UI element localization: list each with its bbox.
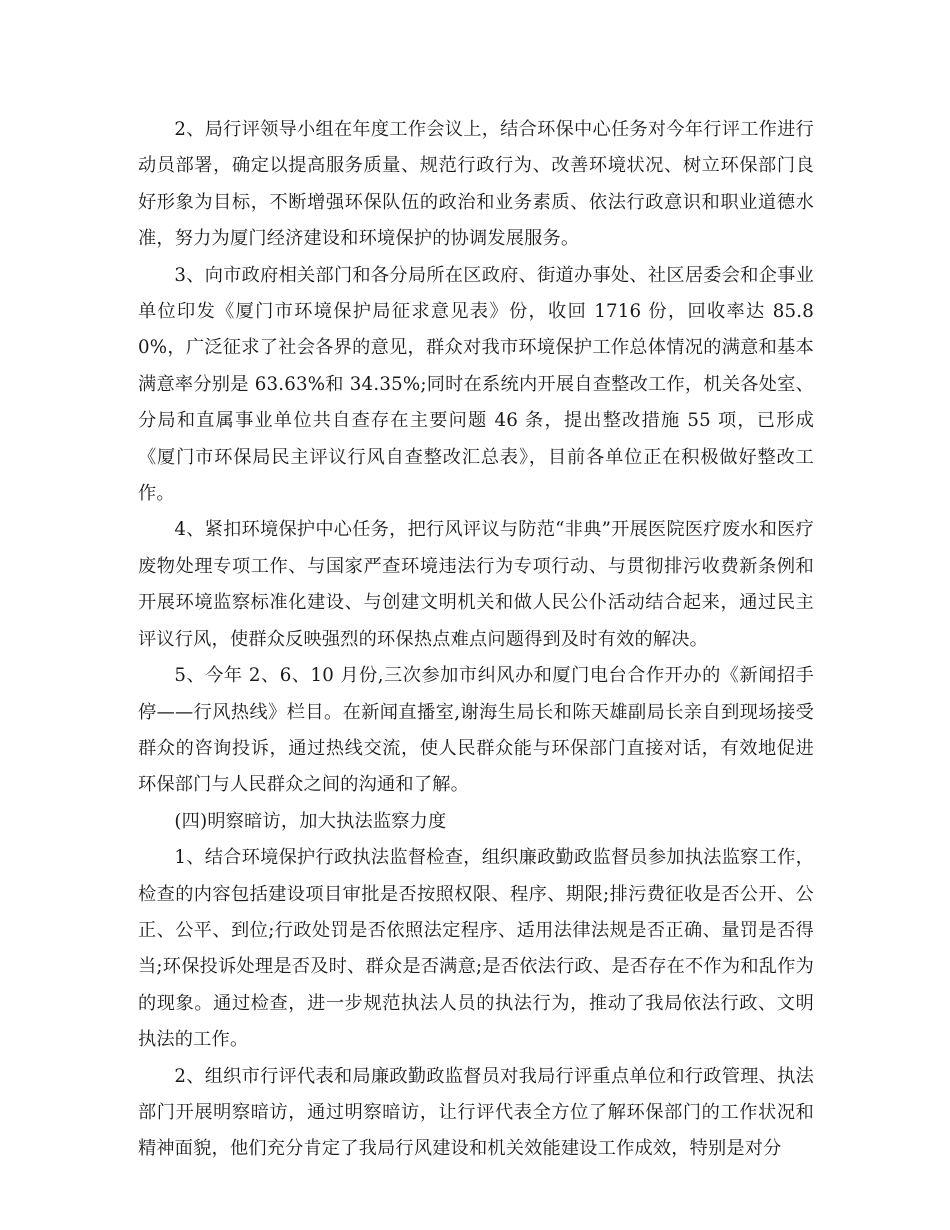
paragraph-item-5: 5、今年 2、6、10 月份,三次参加市纠风办和厦门电台合作开办的《新闻招手停——行风热线》栏目。在新闻直播室,谢海生局长和陈天雄副局长亲自到现场接受群众的咨询投诉，通过热线交流，使人民群众能与环保部门直接对话，有效地促进环保部门与人民群众之间的沟通和了解。 [138,665,814,796]
document-body [138,112,814,1168]
section-paragraph-1: 1、结合环境保护行政执法监督检查，组织廉政勤政监督员参加执法监察工作，检查的内容包括建设项目审批是否按照权限、程序、期限;排污费征收是否公开、公正、公平、到位;行政处罚是否依照法定程序、适用法律法规是否正确、量罚是否得当;环保投诉处理是否及时、群众是否满意;是否依法行政、是否存在不作为和乱作为的现象。通过检查，进一步规范执法人员的执法行为，推动了我局依法行政、文明执法的工作。 [138,847,814,1051]
section-paragraph-2: 2、组织市行评代表和局廉政勤政监督员对我局行评重点单位和行政管理、执法部门开展明察暗访，通过明察暗访，让行评代表全方位了解环保部门的工作状况和精神面貌，他们充分肯定了我局行风建设和机关效能建设工作成效，特别是对分 [138,1065,814,1160]
paragraph-item-4: 4、紧扣环境保护中心任务，把行风评议与防范“非典”开展医院医疗废水和医疗废物处理专项工作、与国家严查环境违法行为专项行动、与贯彻排污收费新条例和开展环境监察标准化建设、与创建文明机关和做人民公仆活动结合起来，通过民主评议行风，使群众反映强烈的环保热点难点问题得到及时有效的解决。 [138,519,814,650]
section-heading: (四)明察暗访，加大执法监察力度 [174,810,447,832]
paragraph-item-3: 3、向市政府相关部门和各分局所在区政府、街道办事处、社区居委会和企事业单位印发《厦门市环境保护局征求意见表》份，收回 1716 份，回收率达 85.80%，广泛征求了社会各界的意见，群众对我市环境保护工作总体情况的满意和基本满意率分别是 63.63%和 34.35%;同时在系统内开展自查整改工作，机关各处室、分局和直属事业单位共自查存在主要问题 46 条，提出整改措施 55 项，已形成《厦门市环保局民主评议行风自查整改汇总表》，目前各单位正在积极做好整改工作。 [138,264,814,505]
paragraph-item-2: 2、局行评领导小组在年度工作会议上，结合环保中心任务对今年行评工作进行动员部署，确定以提高服务质量、规范行政行为、改善环境状况、树立环保部门良好形象为目标，不断增强环保队伍的政治和业务素质、依法行政意识和职业道德水准，努力为厦门经济建设和环境保护的协调发展服务。 [138,119,814,250]
